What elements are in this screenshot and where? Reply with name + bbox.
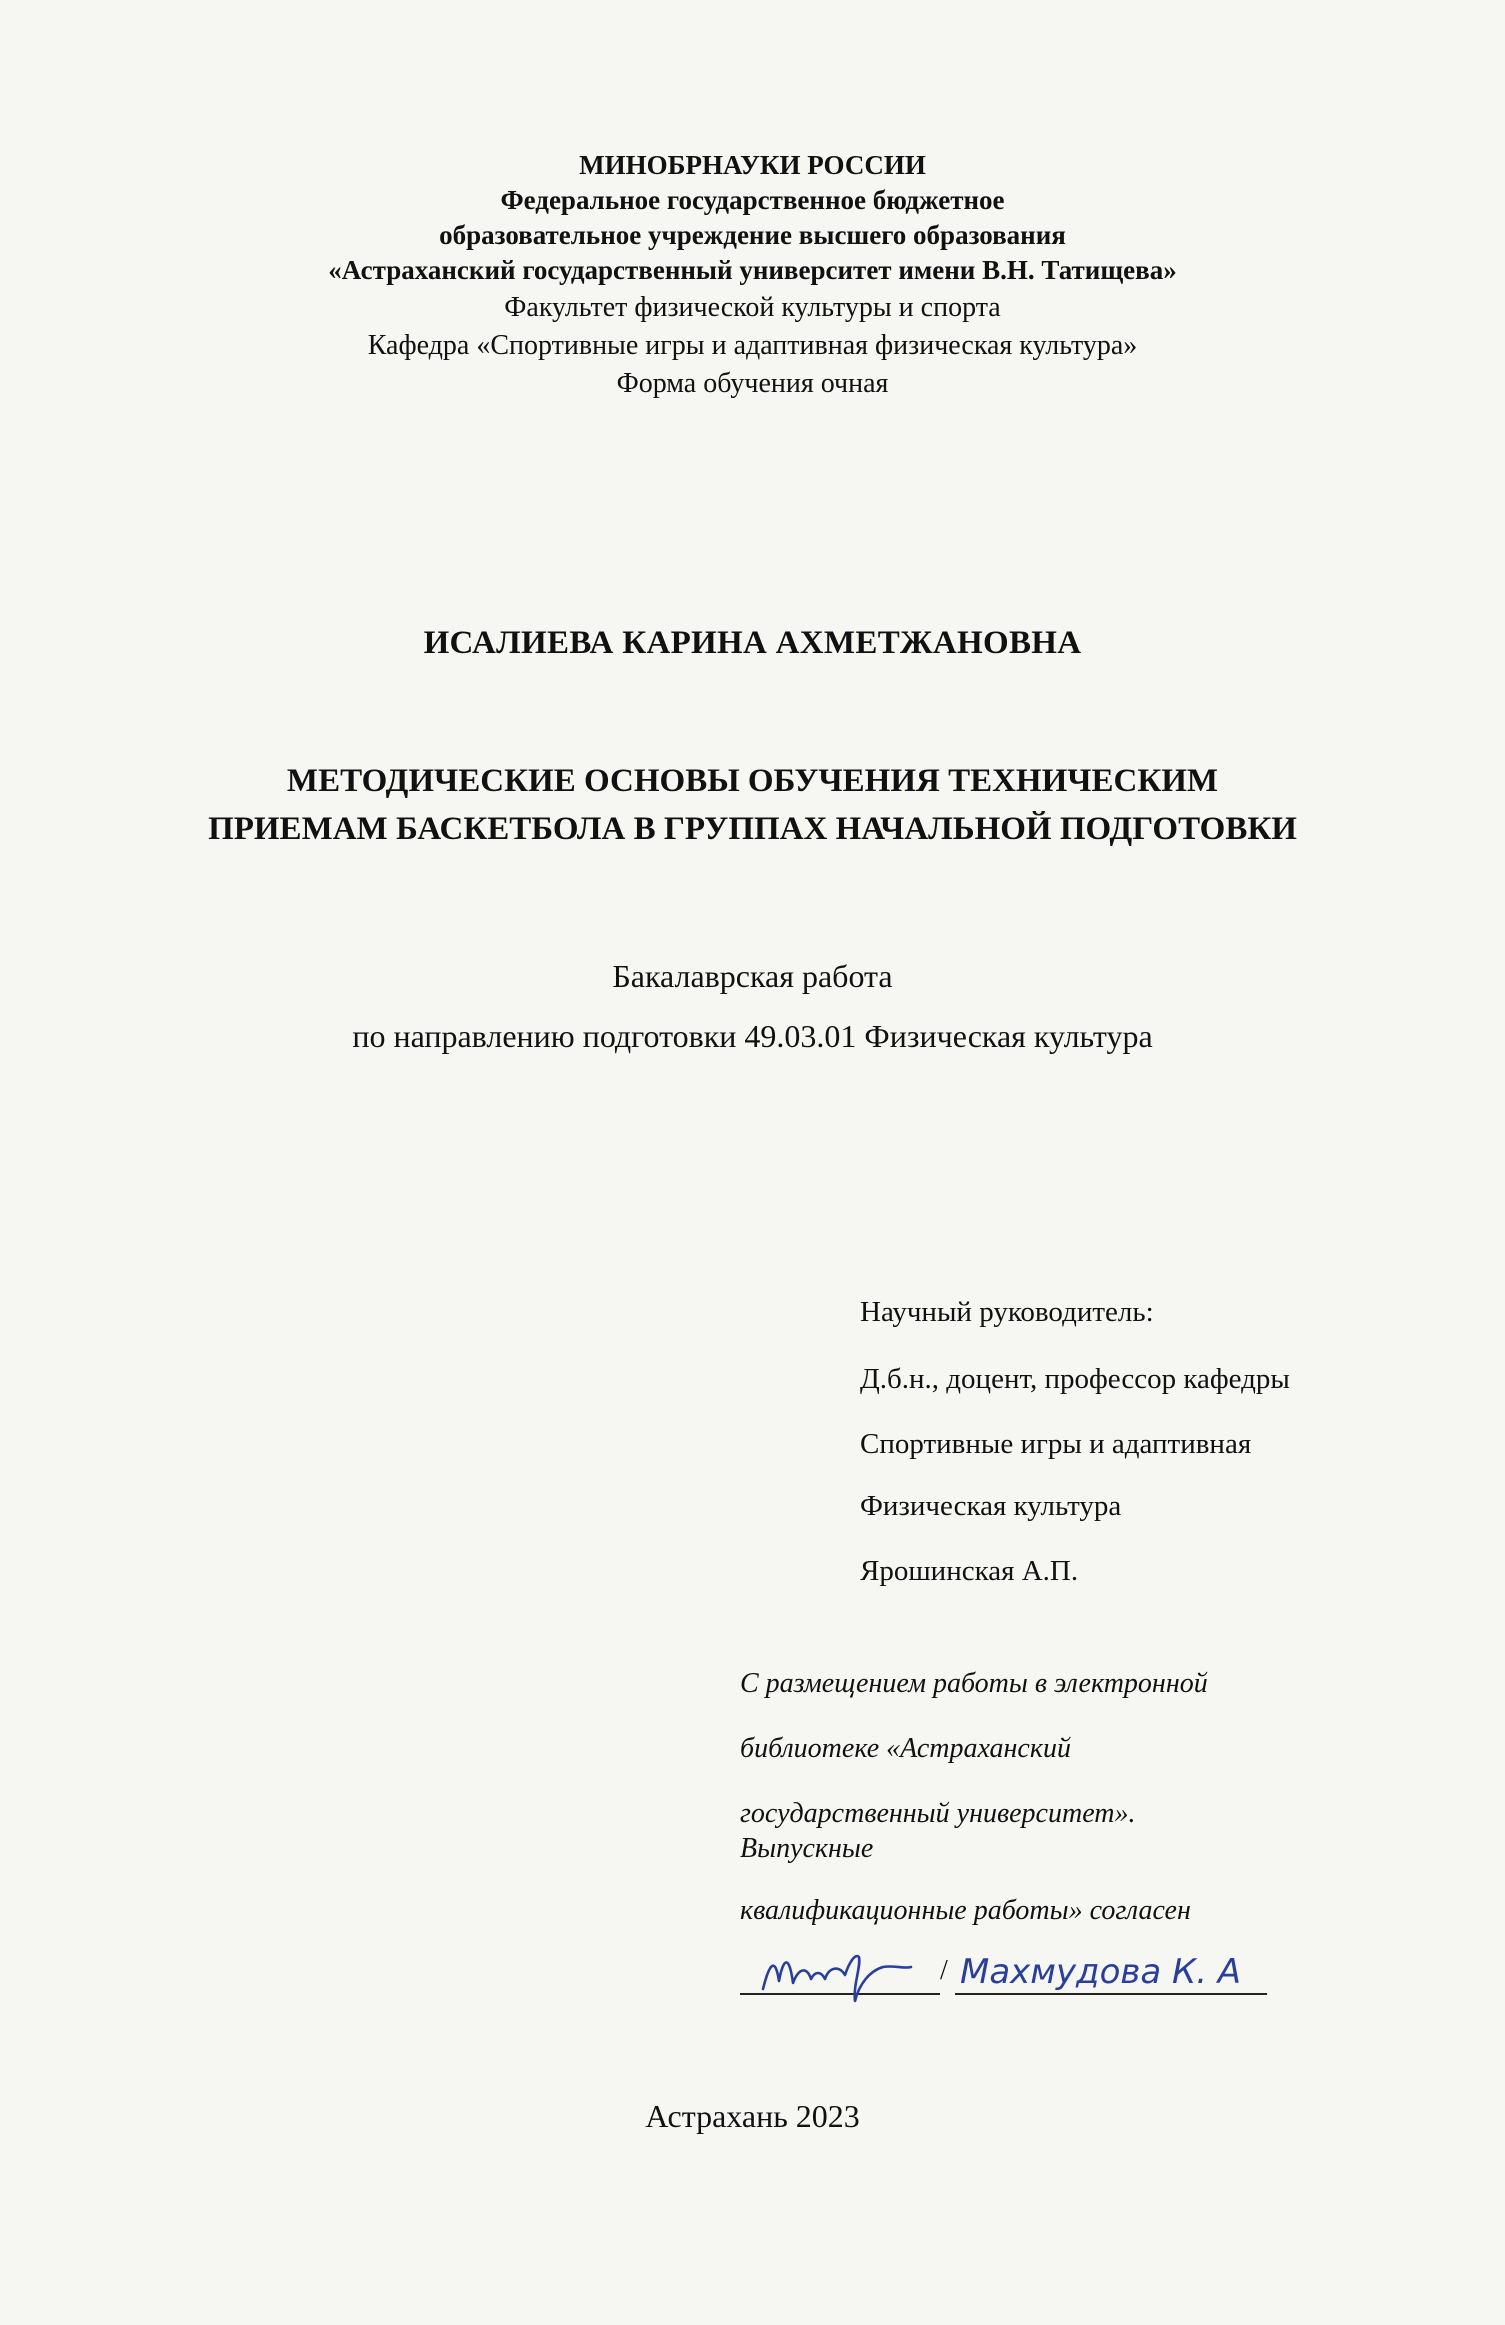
consent-line2: библиотеке «Астраханский (740, 1733, 1071, 1764)
consent-line5: квалификационные работы» согласен (740, 1895, 1191, 1926)
supervisor-department-line1: Спортивные игры и адаптивная (860, 1428, 1252, 1460)
institution-line1: Федеральное государственное бюджетное (500, 185, 1005, 215)
study-direction: по направлению подготовки 49.03.01 Физическая культура (352, 1018, 1153, 1054)
author-name: ИСАЛИЕВА КАРИНА АХМЕТЖАНОВНА (423, 625, 1082, 661)
supervisor-label: Научный руководитель: (860, 1296, 1154, 1328)
name-line (955, 1993, 1267, 1995)
supervisor-department-line2: Физическая культура (860, 1490, 1122, 1522)
thesis-title-line1: МЕТОДИЧЕСКИЕ ОСНОВЫ ОБУЧЕНИЯ ТЕХНИЧЕСКИМ (286, 763, 1219, 799)
signature-separator: / (940, 1955, 948, 1986)
handwritten-signature (755, 1945, 915, 2005)
consent-line3: государственный университет». (740, 1798, 1136, 1829)
consent-line1: С размещением работы в электронной (740, 1668, 1208, 1699)
faculty: Факультет физической культуры и спорта (504, 292, 1001, 323)
supervisor-position: Д.б.н., доцент, профессор кафедры (860, 1363, 1290, 1395)
department: Кафедра «Спортивные игры и адаптивная физическая культура» (367, 330, 1138, 361)
city-year: Астрахань 2023 (645, 2098, 860, 2134)
handwritten-name: Махмудова К. А (960, 1952, 1242, 1992)
institution-line2: образовательное учреждение высшего образования (439, 220, 1066, 250)
university-name: «Астраханский государственный университет имени В.Н. Татищева» (328, 255, 1177, 285)
consent-line4: Выпускные (740, 1833, 874, 1864)
supervisor-name: Ярошинская А.П. (860, 1555, 1079, 1587)
study-form: Форма обучения очная (616, 368, 889, 399)
ministry: МИНОБРНАУКИ РОССИИ (579, 150, 926, 180)
thesis-title-line2: ПРИЕМАМ БАСКЕТБОЛА В ГРУППАХ НАЧАЛЬНОЙ ПОДГОТОВКИ (208, 811, 1297, 847)
work-type: Бакалаврская работа (612, 958, 893, 994)
